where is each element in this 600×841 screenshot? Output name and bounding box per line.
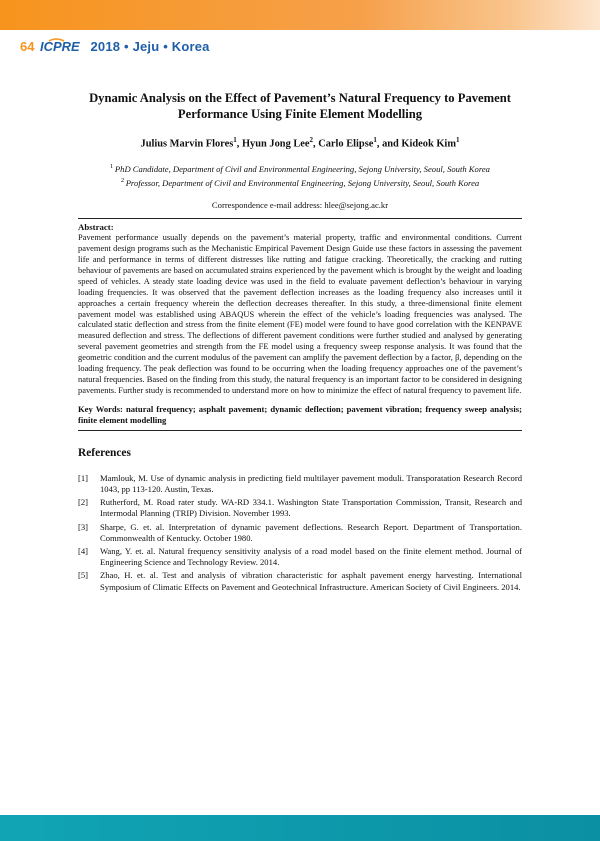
event-label: 2018 • Jeju • Korea bbox=[90, 38, 210, 54]
reference-number: [2] bbox=[78, 497, 89, 508]
reference-number: [4] bbox=[78, 546, 89, 556]
top-banner bbox=[0, 0, 600, 30]
author-affiliation-mark: 1 bbox=[373, 136, 377, 144]
author-affiliation-mark: 1 bbox=[233, 136, 237, 144]
author-name: Hyun Jong Lee bbox=[241, 138, 310, 150]
affiliations bbox=[78, 161, 522, 189]
page-number: 64 bbox=[20, 38, 35, 54]
reference-item bbox=[78, 546, 522, 568]
author-affiliation-mark: 1 bbox=[455, 136, 460, 144]
divider bbox=[78, 430, 522, 431]
reference-number: [3] bbox=[78, 521, 89, 532]
abstract-heading: Abstract: bbox=[78, 222, 114, 233]
author-name: Kideok Kim bbox=[401, 138, 456, 150]
abstract-text: Pavement performance usually depends on the pavement’s material property, traffic and environmental conditions. Current pavement design programs such as the Mechanistic Empirical Pavement Design Guide use these factors in assessing the pavement life and performance in terms of different distresses like rutting and fatigue cracking. Theoretically, the cracking and rutting behaviour of pavements are based on accumulated strains experienced by the pavement which is brought by the weight and loading speed of vehicles. A steady state loading device was used in the field to evaluate pavement deflection’s behaviour in varying loading frequencies. It was observed that the pavement deflection increases as the loading frequency also increases until it approaches a certain frequency wherein the deflection decreases thereafter. In this study, a three-dimensional finite element pavement model was established using ABAQUS wherein the effect of the vehicle’s loading frequencies was analysed. The calculated static deflection and stress from the finite element (FE) model were found to have good correlation with the KENPAVE measured deflection and stress. The deflections of different pavement conditions were further studied and analysed by generating several pavement geometries and strength from the FE model using a frequency sweep response analysis. It was found that the geometric condition and the current modulus of the pavement can amplify the pavement deflection by a factor, β, depending on the loading frequency. The peak deflection was found to be occurring when the loading frequency approaches one of the pavement’s natural frequencies. Based on the finding from this study, the natural frequency is an important factor to be considered in designing pavements. Further study is recommended to understand more on how to minimize the effect of natural frequency to pavement life. bbox=[78, 232, 522, 395]
author-list: Julius Marvin Flores$^1$, Hyun Jong Lee$^2$, Carlo Elipse$^1$, and Kideok Kim$^1$ bbox=[140, 136, 460, 150]
reference-item bbox=[78, 473, 522, 495]
reference-text: Sharpe, G. et. al. Interpretation of dynamic pavement deflections. Research Report. Department of Transportation. Commonwealth of Kentucky. October 1980. bbox=[100, 521, 522, 543]
divider bbox=[78, 218, 522, 219]
reference-item bbox=[78, 570, 522, 592]
logo-text: ICPRE bbox=[40, 39, 81, 54]
reference-text: Mamlouk, M. Use of dynamic analysis in predicting field multilayer pavement moduli. Transporatation Research Record 1043, pp 113-120. Austin, Texas. bbox=[100, 472, 522, 494]
reference-item bbox=[78, 497, 522, 519]
affiliation-line: $^2$ Professor, Department of Civil and Environmental Engineering, Sejong University, Seoul, South Korea bbox=[120, 177, 480, 189]
reference-text: Rutherford, M. Road rater study. WA-RD 334.1. Washington State Transportation Commission, Transit, Research and Intermodal Planning (TRIP) Division. November 1993. bbox=[100, 497, 522, 519]
reference-number: [1] bbox=[78, 472, 89, 483]
conference-header bbox=[20, 36, 210, 56]
affiliation-line: $^1$ PhD Candidate, Department of Civil and Environmental Engineering, Sejong University, Seoul, South Korea bbox=[110, 163, 490, 175]
reference-text: Zhao, H. et. al. Test and analysis of vibration characteristic for asphalt pavement energy harvesting. International Symposium of Climatic Effects on Pavement and Geotechnical Infrastructure. American Society of Civil Engineers. 2014. bbox=[100, 570, 522, 592]
bottom-banner bbox=[0, 815, 600, 841]
reference-number: [5] bbox=[78, 570, 89, 581]
conference-logo-icon bbox=[40, 38, 84, 54]
reference-list bbox=[78, 473, 522, 593]
reference-item bbox=[78, 522, 522, 544]
correspondence-email: Correspondence e-mail address: hlee@sejong.ac.kr bbox=[211, 200, 389, 211]
reference-text: Wang, Y. et. al. Natural frequency sensitivity analysis of a road model based on the finite element method. Journal of Engineering Science and Technology Review. 2014. bbox=[100, 546, 522, 568]
author-affiliation-mark: 2 bbox=[309, 136, 314, 144]
author-name: Carlo Elipse bbox=[318, 138, 374, 150]
paper-title: Dynamic Analysis on the Effect of Pavement’s Natural Frequency to Pavement Performance Using Finite Element Modelling bbox=[89, 91, 511, 121]
paper-body bbox=[78, 90, 522, 595]
references-heading: References bbox=[78, 446, 131, 459]
keywords: Key Words: natural frequency; asphalt pavement; dynamic deflection; pavement vibration; frequency sweep analysis; finite element modelling bbox=[78, 403, 522, 425]
author-name: Julius Marvin Flores bbox=[140, 138, 234, 150]
